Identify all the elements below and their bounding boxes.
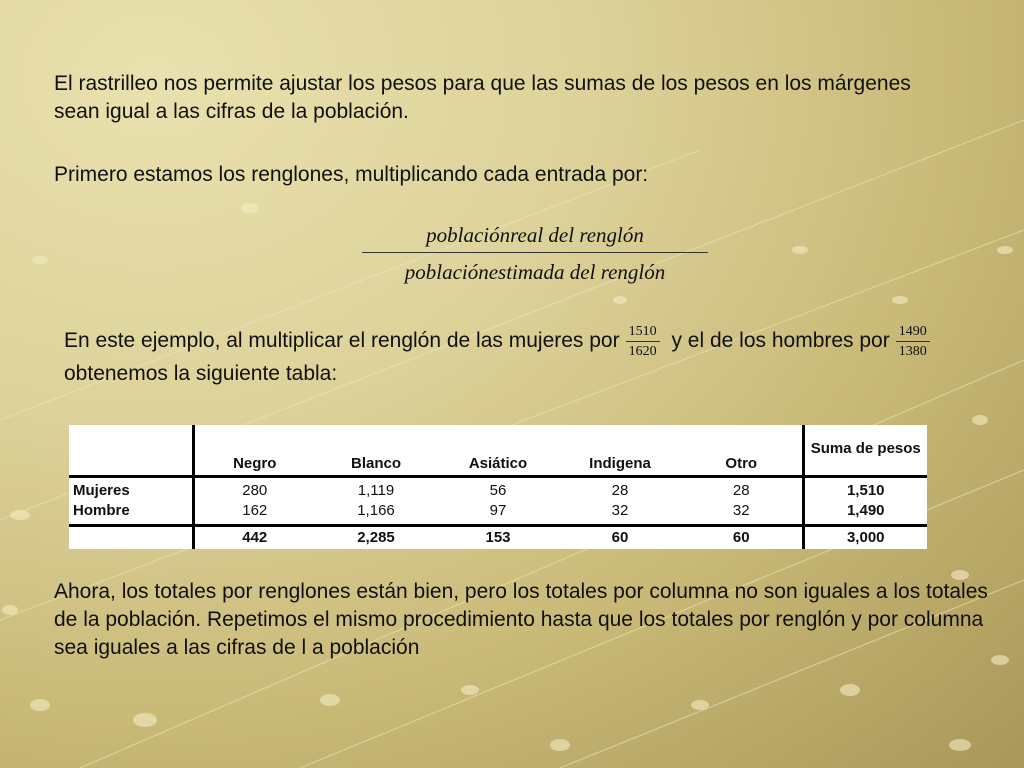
- header-otro: Otro: [681, 425, 803, 477]
- fraction-women-bar: [626, 341, 660, 342]
- header-suma: Suma de pesos: [803, 425, 927, 477]
- header-negro: Negro: [193, 425, 315, 477]
- header-indigena: Indigena: [559, 425, 681, 477]
- total-cell: 442: [193, 526, 315, 550]
- row-label: Mujeres: [69, 477, 193, 502]
- table-cell: 56: [489, 482, 507, 499]
- fraction-women-den: 1620: [628, 344, 657, 359]
- fraction-women-num: 1510: [628, 324, 657, 339]
- fraction-men: [896, 323, 930, 360]
- table-header-row: [69, 425, 927, 477]
- total-cell: 153: [437, 526, 559, 550]
- row-sum: 1,510: [803, 477, 927, 502]
- total-cell: 2,285: [315, 526, 437, 550]
- table-cell: 1,119: [357, 482, 395, 499]
- table-cell: 32: [611, 502, 629, 519]
- header-asiatico: Asiático: [437, 425, 559, 477]
- fraction-women: [626, 323, 660, 360]
- row-sum: 1,490: [803, 501, 927, 526]
- table-cell: 97: [489, 502, 507, 519]
- table-totals-row: [69, 526, 927, 550]
- weight-formula: [362, 220, 708, 287]
- table-cell: 162: [242, 502, 268, 519]
- example-text-1: En este ejemplo, al multiplicar el renglón de las mujeres por: [64, 329, 620, 353]
- table-row: [69, 501, 927, 526]
- table-cell: 1,166: [357, 502, 395, 519]
- step1-paragraph: Primero estamos los renglones, multiplicando cada entrada por:: [54, 163, 649, 186]
- fraction-men-den: 1380: [898, 344, 927, 359]
- header-corner: [69, 425, 193, 477]
- table-cell: 32: [732, 502, 750, 519]
- example-paragraph: [64, 323, 964, 388]
- table-cell: 280: [242, 482, 268, 499]
- formula-numerator: poblaciónreal del renglón: [426, 223, 644, 247]
- fraction-men-num: 1490: [898, 324, 927, 339]
- formula-denominator: poblaciónestimada del renglón: [404, 260, 666, 284]
- weights-table: [69, 425, 927, 549]
- table-row: [69, 477, 927, 502]
- row-label: Hombre: [69, 501, 193, 526]
- total-cell: 60: [559, 526, 681, 550]
- totals-label: [69, 526, 193, 550]
- fraction-men-bar: [896, 341, 930, 342]
- table-cell: 28: [611, 482, 629, 499]
- grand-total: 3,000: [803, 526, 927, 550]
- table-cell: 28: [732, 482, 750, 499]
- header-blanco: Blanco: [315, 425, 437, 477]
- conclusion-paragraph: Ahora, los totales por renglones están bien, pero los totales por columna no son iguales a los totales de la población. Repetimos el mismo procedimiento hasta que los totales por renglón y por columna sea iguales a las cifras de l a población: [54, 580, 988, 659]
- example-text-3: obtenemos la siguiente tabla:: [64, 362, 338, 385]
- total-cell: 60: [681, 526, 803, 550]
- example-text-2: y el de los hombres por: [671, 329, 890, 353]
- intro-paragraph: El rastrilleo nos permite ajustar los pesos para que las sumas de los pesos en los márgenes sean igual a las cifras de la población.: [54, 72, 911, 123]
- formula-fraction-bar: [362, 252, 708, 253]
